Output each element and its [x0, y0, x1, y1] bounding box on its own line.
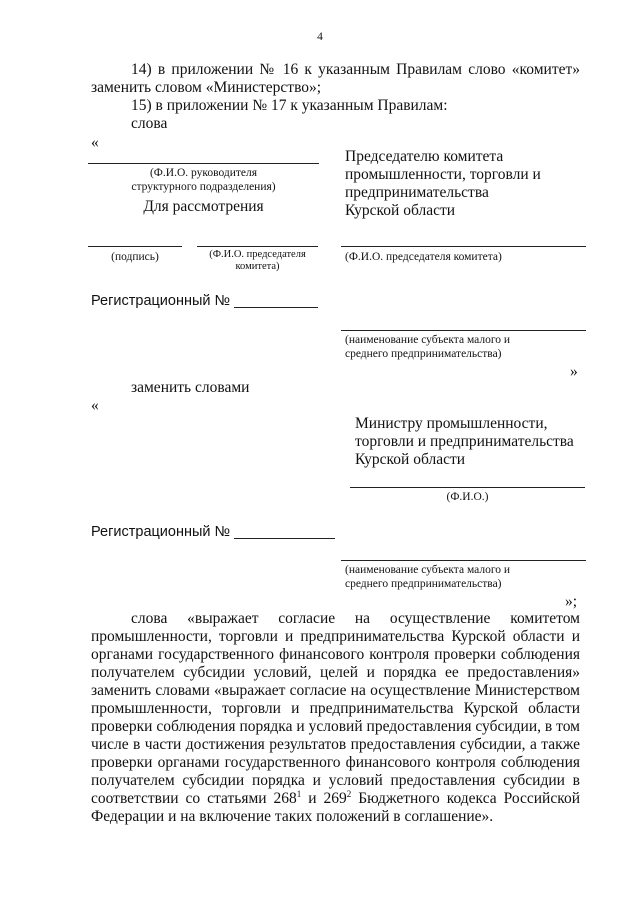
subject-line-2: [341, 560, 586, 561]
item-14-line-1: 14) в приложении № 16 к указанным Правилам слово «комитет»: [131, 61, 580, 78]
para-line-4: получателем субсидии условий, целей и порядка ее предоставления»: [91, 664, 580, 681]
block1-close-quote: »: [570, 363, 578, 380]
para-line-1: слова «выражает согласие на осуществление комитетом: [131, 610, 580, 627]
addressee-line-2: промышленности, торговли и: [345, 166, 541, 183]
block2-close-quote: »;: [565, 593, 578, 610]
replace-with-label: заменить словами: [131, 379, 250, 396]
para-line-3: органами государственного финансового контроля проверки соблюдения: [91, 646, 580, 663]
chair-name-line: [197, 246, 318, 247]
chair-caption-2: комитета): [235, 261, 280, 272]
signature-line: [88, 246, 182, 247]
addressee-line-1: Председателю комитета: [345, 148, 504, 165]
para-line-10: получателем субсидии порядка и условий предоставления субсидии в: [91, 772, 580, 789]
item-15-line-1: 15) в приложении № 17 к указанным Правилам:: [131, 97, 448, 114]
chair-caption-1: (Ф.И.О. председателя: [209, 249, 306, 260]
sup-2: 2: [346, 789, 352, 799]
subject-caption-1b: среднего предпринимательства): [345, 348, 502, 360]
head-name-line: [88, 163, 319, 164]
para-line-8: числе в части достижения результатов предоставления субсидии, а также: [91, 736, 580, 753]
block2-open-quote: «: [91, 397, 99, 414]
head-caption-2: структурного подразделения): [131, 181, 276, 193]
addressee-line-3: предпринимательства: [345, 184, 489, 201]
registration-line-1: [234, 307, 318, 308]
page-number: 4: [317, 31, 323, 43]
subject-caption-2a: (наименование субъекта малого и: [345, 564, 511, 576]
signature-caption: (подпись): [111, 251, 159, 263]
para-line-7: проверки соблюдения порядка и условий предоставления субсидии, в том: [91, 718, 580, 735]
subject-caption-1a: (наименование субъекта малого и: [345, 334, 511, 346]
minister-line-2: торговли и предпринимательства: [355, 433, 574, 450]
item-14: [91, 61, 580, 79]
minister-line-1: Министру промышленности,: [355, 415, 548, 432]
para-line-12: Федерации и на включение таких положений в соглашение».: [91, 808, 494, 825]
para-line-6: промышленности, торговли и предпринимательства Курской области: [91, 700, 580, 717]
para-line-9: проверки органами государственного финансового контроля соблюдения: [91, 754, 580, 771]
amendment-paragraph: [91, 610, 580, 826]
para-line-11: [91, 790, 580, 808]
for-review-label: Для рассмотрения: [143, 198, 264, 215]
registration-label-1: Регистрационный №: [91, 293, 231, 309]
chair-caption-right: (Ф.И.О. председателя комитета): [345, 251, 502, 263]
chair-name-line-right: [341, 246, 586, 247]
para-line-11-a: соответствии со статьями 268: [91, 790, 297, 807]
item-14-line-2: заменить словом «Министерство»;: [91, 79, 322, 96]
para-line-5: заменить словами «выражает согласие на осуществление Министерством: [91, 682, 580, 699]
head-caption-1: (Ф.И.О. руководителя: [149, 167, 258, 179]
para-line-2: промышленности, торговли и предпринимательства Курской области и: [91, 628, 580, 645]
subject-caption-2b: среднего предпринимательства): [345, 578, 502, 590]
addressee-line-4: Курской области: [345, 202, 456, 219]
item-15-line-2: слова: [131, 115, 168, 132]
para-line-11-b: и 269: [301, 790, 347, 807]
block1-open-quote: «: [91, 134, 99, 151]
sup-1: 1: [296, 789, 302, 799]
registration-label-2: Регистрационный №: [91, 524, 231, 540]
para-line-11-c: Бюджетного кодекса Российской: [351, 790, 581, 807]
fio-line: [350, 487, 585, 488]
fio-caption: (Ф.И.О.): [446, 491, 489, 503]
subject-line-1: [341, 330, 586, 331]
minister-line-3: Курской области: [355, 451, 466, 468]
registration-line-2: [234, 538, 335, 539]
